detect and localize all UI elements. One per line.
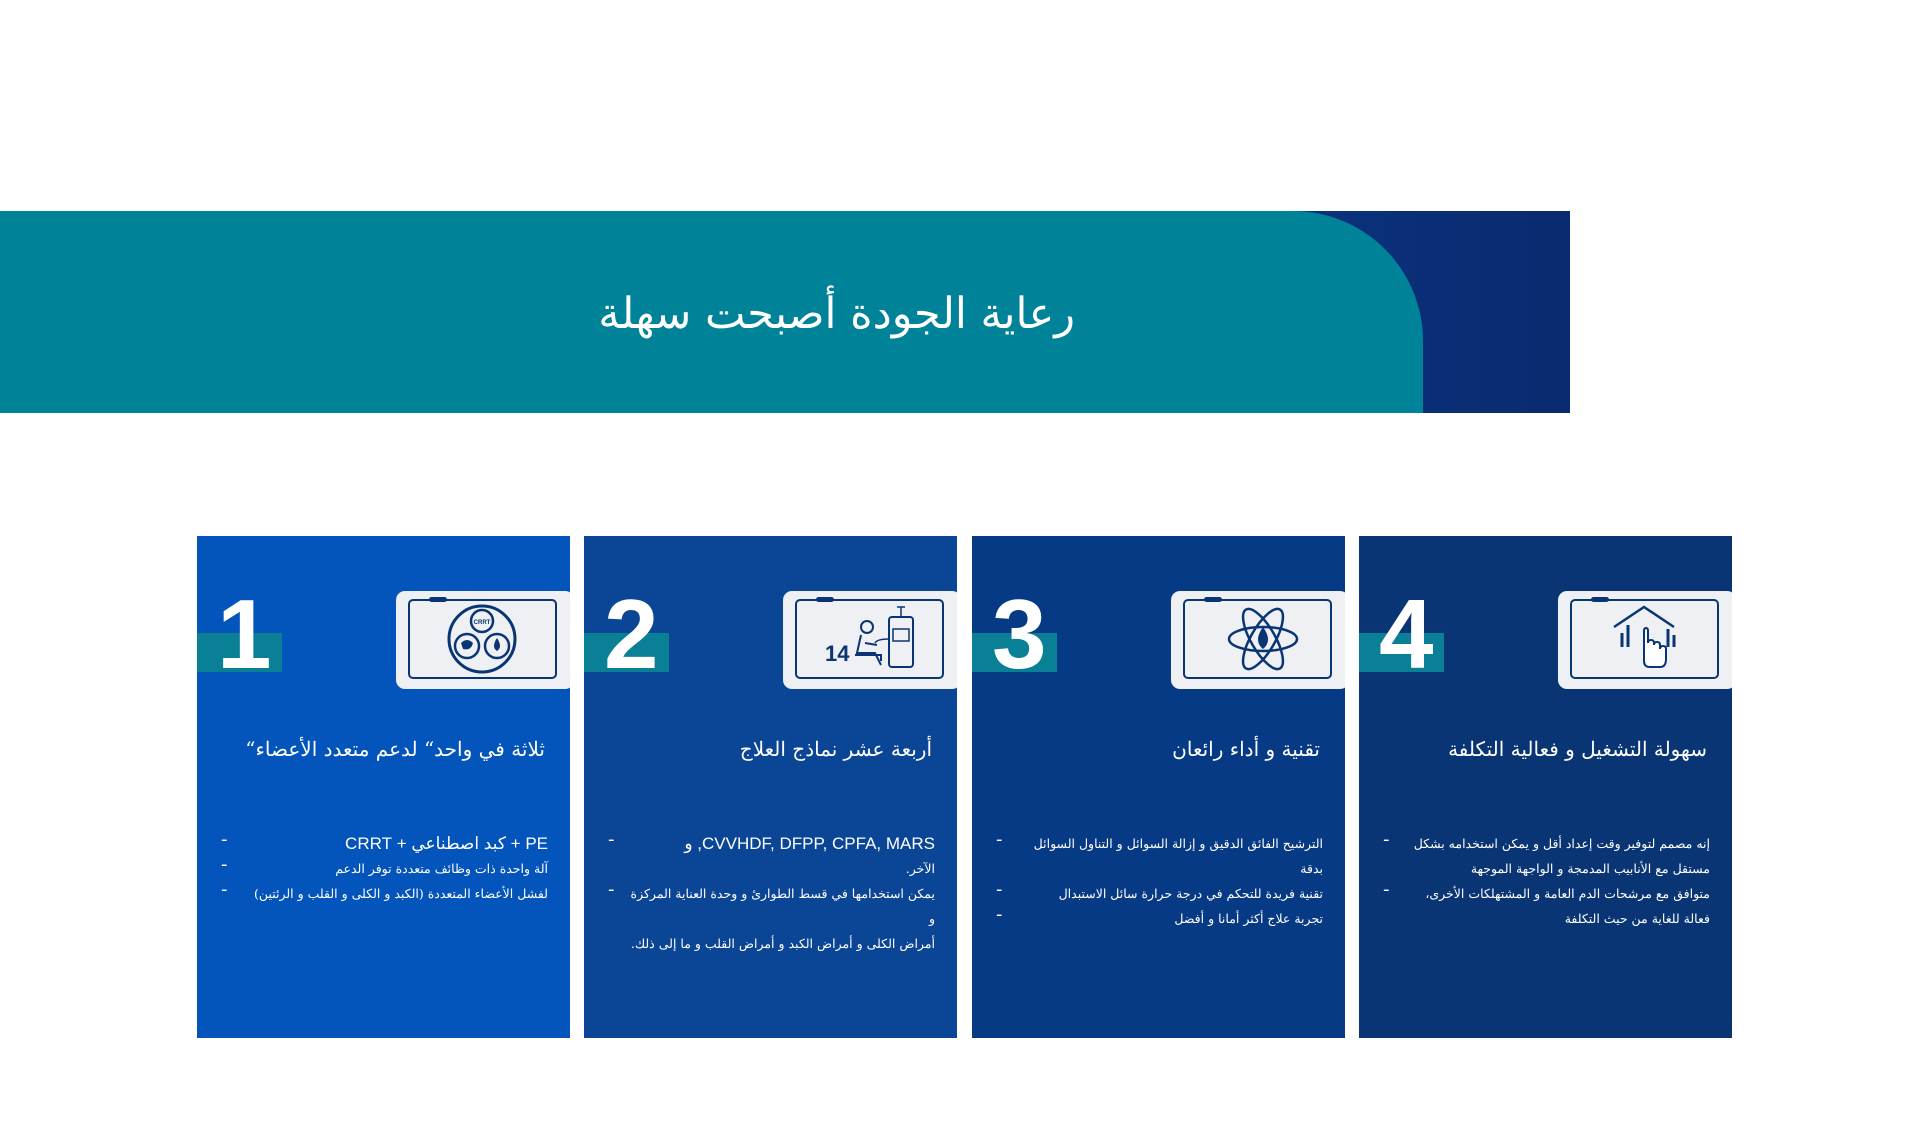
- list-item: أمراض الكلى و أمراض الكبد و أمراض القلب و ما إلى ذلك.: [630, 936, 935, 951]
- list-item: - CVVHDF, DFPP, CPFA, MARS, و: [608, 829, 935, 853]
- list-item: مستقل مع الأنابيب المدمجة و الواجهة الموجهة: [1470, 861, 1710, 876]
- organs-crrt-icon: [408, 599, 557, 679]
- icon-frame: [396, 591, 570, 689]
- icon-frame: [783, 591, 957, 689]
- touch-chart-icon: [1570, 599, 1719, 679]
- card-number: 3: [992, 579, 1047, 689]
- card-number: 1: [217, 579, 272, 689]
- atom-drop-icon: [1183, 599, 1332, 679]
- banner-title: رعاية الجودة أصبحت سهلة: [598, 289, 1075, 339]
- list-item: - يمكن استخدامها في قسط الطوارئ و وحدة العناية المركزة و: [608, 879, 935, 926]
- bullet-list: [606, 831, 935, 956]
- list-item: - آلة واحدة ذات وظائف متعددة توفر الدعم: [221, 854, 548, 876]
- card-number: 2: [604, 579, 659, 689]
- list-item: - إنه مصمم لتوفير وقت إعداد أقل و يمكن استخدامه بشكل: [1383, 829, 1710, 851]
- list-item: - لفشل الأعضاء المتعددة (الكبد و الكلى و القلب و الرئتين): [221, 879, 548, 901]
- list-item: فعالة للغاية من حيث التكلفة: [1564, 911, 1710, 926]
- feature-card-4: [1359, 536, 1732, 1038]
- feature-card-3: [972, 536, 1345, 1038]
- feature-card-1: [197, 536, 570, 1038]
- list-item: - PE + كبد اصطناعي + CRRT: [221, 829, 548, 853]
- card-title: تقنية و أداء رائعان: [1172, 737, 1320, 761]
- title-banner: [0, 211, 1570, 413]
- card-number: 4: [1379, 579, 1434, 689]
- card-title: ثلاثة في واحد“ لدعم متعدد الأعضاء“: [245, 737, 545, 761]
- icon-frame: [1171, 591, 1345, 689]
- feature-card-2: [584, 536, 957, 1038]
- bullet-list: [1381, 831, 1710, 931]
- list-item: - تجربة علاج أكثر أمانا و أفضل: [996, 904, 1323, 926]
- icon-number-text: 14: [825, 641, 850, 666]
- list-item: - متوافق مع مرشحات الدم العامة و المشتهلكات الأخرى،: [1383, 879, 1710, 901]
- list-item: - تقنية فريدة للتحكم في درجة حرارة سائل الاستبدال: [996, 879, 1323, 901]
- list-item: الآخر.: [905, 861, 935, 876]
- list-item: - الترشيح الفائق الدقيق و إزالة السوائل و التناول السوائل بدقة: [996, 829, 1323, 876]
- bullet-list: [219, 831, 548, 906]
- bullet-list: [994, 831, 1323, 931]
- icon-crrt-text: CRRT: [473, 620, 491, 626]
- icon-frame: [1558, 591, 1732, 689]
- card-title: أربعة عشر نماذج العلاج: [739, 737, 932, 761]
- card-title: سهولة التشغيل و فعالية التكلفة: [1448, 737, 1707, 761]
- patient-dialysis-icon: [795, 599, 944, 679]
